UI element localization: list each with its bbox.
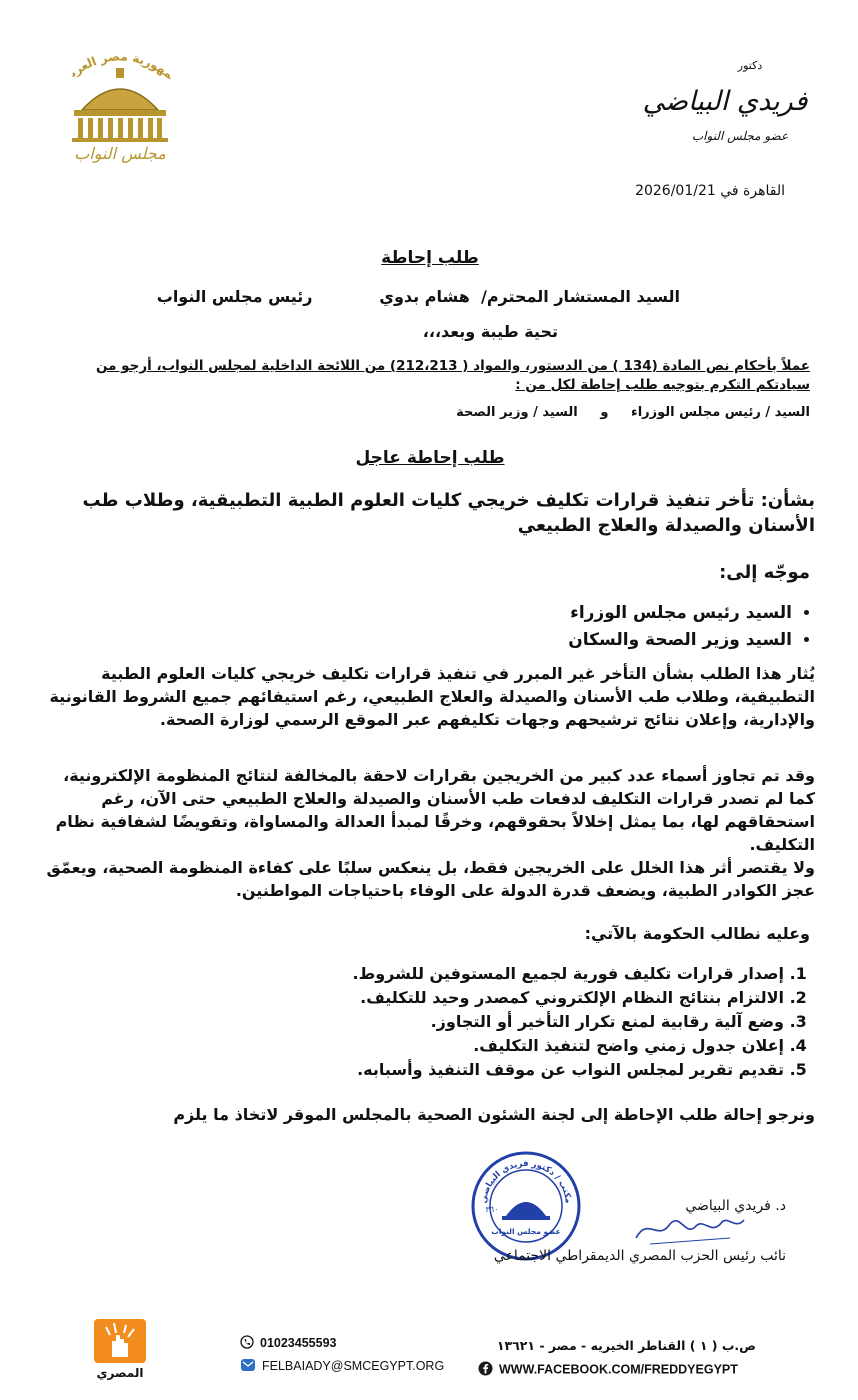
footer-facebook[interactable] <box>478 1361 738 1379</box>
signatory-title: نائب رئيس الحزب المصري الديمقراطي الاجتماعي <box>493 1248 786 1264</box>
deputy-logo-name: فريدي البياضي <box>642 86 808 117</box>
parliament-logo-caption: مجلس النواب <box>74 144 166 163</box>
demand-item: 1. إصدار قرارات تكليف فورية لجميع المستوفين للشروط. <box>353 962 784 986</box>
body-paragraph-2: وقد تم تجاوز أسماء عدد كبير من الخريجين بقرارات لاحقة بالمخالفة لنتائج المنظومة الإلكترونية، كما لم تصدر قرارات التكليف لدفعات طب الأسنان والصيدلة والعلاج الطبيعي حتى الآن، رغم استحقاقهم لها، بما يمثل إخلالاً بحقوقهم، وخرقًا لمبدأ العدالة والمساواة، وتقويضًا لشفافية نظام التكليف. <box>55 766 815 854</box>
parliament-logo-arc-text: مهورية مصر العرب <box>66 49 177 82</box>
addressee-item: • السيد وزير الصحة والسكان <box>568 627 792 654</box>
footer-phone[interactable] <box>240 1335 336 1352</box>
recipient-line: السيد المستشار المحترم/ هشام بدوي رئيس مجلس النواب <box>156 287 680 306</box>
body-paragraph-1: يُثار هذا الطلب بشأن التأخر غير المبرر في تنفيذ قرارات تكليف خريجي كليات العلوم الطبية التطبيقية، وطلاب طب الأسنان والصيدلة والعلاج الطبيعي، رغم استيفائهم جميع الشروط القانونية والإدارية، وإعلان نتائج ترشيحهم وجهات تكليفهم عبر الموقع الرسمي لوزارة الصحة. <box>49 664 815 729</box>
facebook-url: WWW.FACEBOOK.COM/FREDDYEGYPT <box>499 1362 738 1377</box>
request-targets: السيد / رئيس مجلس الوزراء و السيد / وزير الصحة <box>456 405 810 420</box>
party-logo-text: المصري <box>96 1366 144 1380</box>
addressee-list <box>568 600 810 654</box>
addressee-item: • السيد رئيس مجلس الوزراء <box>568 600 792 627</box>
footer-po-box: ص.ب ( ١ ) القناطر الخيريه - مصر - ١٣٦٢١ <box>496 1338 756 1353</box>
body-paragraph-3: ولا يقتصر أثر هذا الخلل على الخريجين فقط، بل ينعكس سلبًا على كفاءة المنظومة الصحية، ويعمّق عجز الكوادر الطبية، ويضعف قدرة الدولة على الوفاء باحتياجات المواطنين. <box>46 858 815 900</box>
phone-number: 01023455593 <box>260 1335 337 1350</box>
greeting: تحية طيبة وبعد،،، <box>422 322 558 341</box>
handwritten-signature <box>630 1208 750 1248</box>
demands-list <box>353 962 810 1082</box>
email-icon <box>240 1358 256 1375</box>
official-stamp <box>470 1150 582 1262</box>
signatory-name: د. فريدي البياضي <box>685 1198 786 1214</box>
facebook-icon <box>478 1361 493 1379</box>
footer-email[interactable] <box>240 1358 444 1375</box>
deputy-logo-title: دكتور <box>737 59 763 72</box>
request-subject: بشأن: تأخر تنفيذ قرارات تكليف خريجي كليات العلوم الطبية التطبيقية، وطلاب طب الأسنان والصيدلة والعلاج الطبيعي <box>82 490 815 536</box>
stamp-arc-text: مكتب / دكتور فريدي البياضي <box>478 1158 573 1205</box>
closing-request: ونرجو إحالة طلب الإحاطة إلى لجنة الشئون الصحية بالمجلس الموقر لاتخاذ ما يلزم <box>173 1105 815 1124</box>
stamp-caption: عضو مجلس النواب <box>491 1227 561 1236</box>
request-title: طلب إحاطة <box>381 248 479 268</box>
demand-item: 5. تقديم تقرير لمجلس النواب عن موقف التنفيذ وأسبابه. <box>353 1058 784 1082</box>
deputy-logo-subtitle: عضو مجلس النواب <box>691 129 789 143</box>
party-logo <box>90 1317 150 1387</box>
demand-item: 2. الالتزام بنتائج النظام الإلكتروني كمصدر وحيد للتكليف. <box>353 986 784 1010</box>
demand-item: 3. وضع آلية رقابية لمنع تكرار التأخير أو التجاوز. <box>353 1010 784 1034</box>
deputy-name-logo <box>642 55 808 150</box>
stamp-number: ٣٦٠ <box>485 1205 499 1214</box>
addressed-to-label: موجّه إلى: <box>719 562 810 583</box>
demands-label: وعليه نطالب الحكومة بالآتي: <box>584 924 810 943</box>
phone-icon <box>240 1335 254 1352</box>
demand-item: 4. إعلان جدول زمني واضح لتنفيذ التكليف. <box>353 1034 784 1058</box>
legal-basis-intro: عملاً بأحكام نص المادة (134 ) من الدستور، والمواد ( 212،213) من اللائحة الداخلية لمجلس النواب، أرجو من سيادتكم التكرم بتوجيه طلب إحاطة لكل من : <box>95 358 810 393</box>
email-address: FELBAIADY@SMCEGYPT.ORG <box>262 1358 445 1373</box>
document-date: القاهرة في 2026/01/21 <box>635 183 785 199</box>
parliament-logo <box>60 38 180 163</box>
urgent-request-title: طلب إحاطة عاجل <box>355 448 505 468</box>
